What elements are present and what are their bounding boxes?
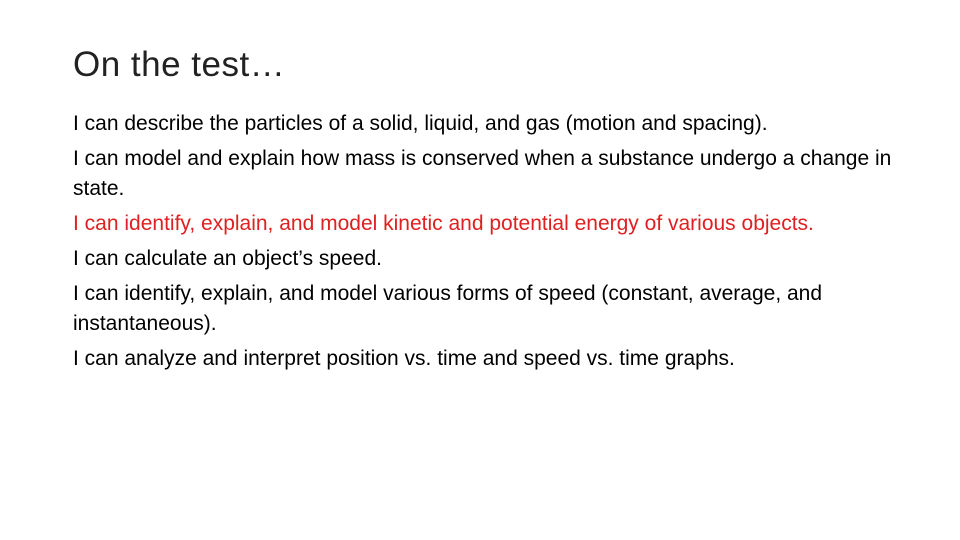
objective-item-3: I can identify, explain, and model kinetic and potential energy of various objects. bbox=[73, 212, 814, 235]
objective-item-1: I can describe the particles of a solid, liquid, and gas (motion and spacing). bbox=[73, 112, 768, 135]
slide-title: On the test… bbox=[73, 45, 286, 84]
objective-item-2: I can model and explain how mass is conserved when a substance undergo a change in state. bbox=[73, 147, 892, 200]
objective-item-6: I can analyze and interpret position vs. time and speed vs. time graphs. bbox=[73, 347, 735, 370]
objective-item-5: I can identify, explain, and model various forms of speed (constant, average, and instantaneous). bbox=[73, 282, 823, 335]
objectives-list bbox=[73, 109, 893, 379]
objective-item-4: I can calculate an object’s speed. bbox=[73, 247, 382, 270]
